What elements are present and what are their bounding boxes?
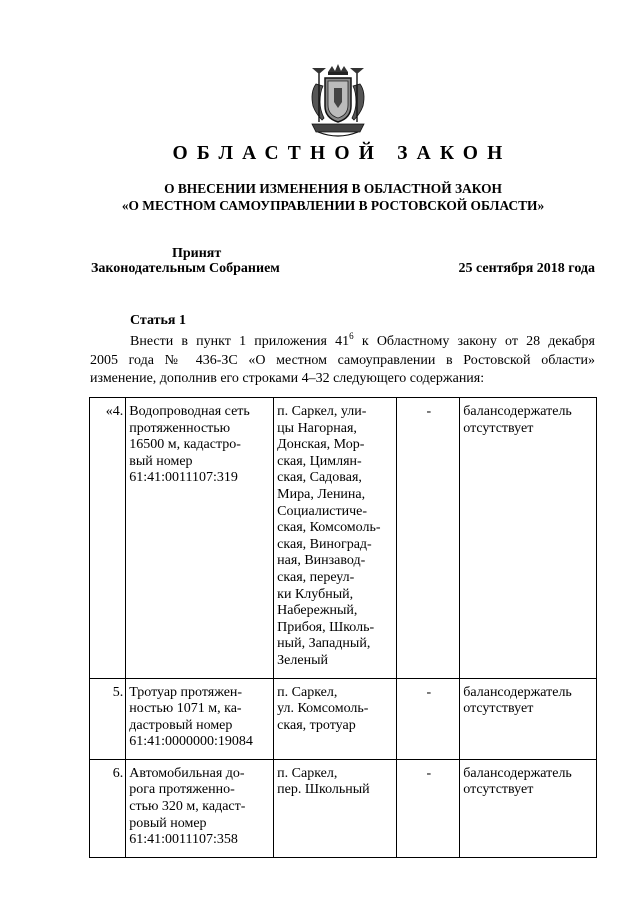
table-row (90, 759, 597, 857)
object-name-cell (126, 398, 274, 679)
object-name-cell-line: протяженностью (129, 420, 231, 436)
balance-holder-cell-line: балансодержатель (463, 684, 572, 700)
object-name-cell-line: дастровый номер (129, 717, 233, 733)
article-heading: Статья 1 (130, 313, 186, 328)
address-cell-line: Зеленый (277, 652, 328, 668)
object-name-cell-line: 61:41:0011107:319 (129, 470, 238, 486)
coat-of-arms-emblem (298, 62, 378, 142)
adoption-date: 25 сентября 2018 года (458, 261, 595, 276)
row-number-cell: 6. (90, 759, 126, 857)
address-cell-line: ская, переул- (277, 569, 355, 585)
address-cell-line: ская, тротуар (277, 717, 356, 733)
address-cell-line: Прибоя, Школь- (277, 619, 375, 635)
value-cell: - (397, 678, 460, 759)
property-table-body (90, 398, 597, 858)
law-title: ОБЛАСТНОЙ ЗАКОН (172, 143, 512, 164)
object-name-cell-line: стью 320 м, кадаст- (129, 799, 246, 815)
object-name-cell-line: вый номер (129, 453, 193, 469)
value-cell: - (397, 759, 460, 857)
balance-holder-cell-line: отсутствует (463, 782, 534, 798)
address-cell-line: п. Саркел, (277, 765, 338, 781)
address-cell-line: цы Нагорная, (277, 420, 357, 436)
balance-holder-cell-line: отсутствует (463, 420, 534, 436)
object-name-cell-line: 61:41:0000000:19084 (129, 734, 253, 750)
law-subtitle-line2: «О МЕСТНОМ САМОУПРАВЛЕНИИ В РОСТОВСКОЙ ОБЛАСТИ» (121, 198, 545, 213)
object-name-cell-line: Тротуар протяжен- (129, 684, 243, 700)
object-name-cell-line: Водопроводная сеть (129, 404, 250, 419)
address-cell-line: ки Клубный, (277, 586, 354, 602)
address-cell (274, 678, 397, 759)
object-name-cell-line: ностью 1071 м, ка- (129, 701, 242, 717)
object-name-cell-line: 16500 м, кадастро- (129, 437, 241, 453)
article-text-line2: 2005 года № 436-ЗС «О местном самоуправлении в Ростовской области» (90, 352, 595, 368)
property-table (89, 397, 597, 858)
article-text-line3: изменение, дополнив его строками 4–32 следующего содержания: (90, 371, 485, 386)
article-text-line1: Внести в пункт 1 приложения $41^6$ к Областному закону от 28 декабря (130, 331, 595, 349)
table-row (90, 678, 597, 759)
object-name-cell-line: Автомобильная до- (129, 765, 245, 781)
address-cell-line: пер. Школьный (277, 782, 370, 798)
object-name-cell (126, 678, 274, 759)
address-cell-line: ная, Винзавод- (277, 553, 366, 569)
balance-holder-cell-line: отсутствует (463, 701, 534, 717)
assembly-label: Законодательным Собранием (91, 261, 280, 276)
address-cell-line: Донская, Мор- (277, 437, 365, 453)
row-number-cell: «4. (90, 398, 126, 679)
address-cell-line: ская, Цимлян- (277, 453, 362, 469)
address-cell-line: ская, Комсомоль- (277, 520, 381, 536)
address-cell-line: Набережный, (277, 603, 358, 619)
balance-holder-cell (460, 398, 597, 679)
object-name-cell (126, 759, 274, 857)
object-name-cell-line: рога протяженно- (129, 782, 235, 798)
value-cell: - (397, 398, 460, 679)
address-cell (274, 759, 397, 857)
balance-holder-cell (460, 678, 597, 759)
address-cell-line: ская, Садовая, (277, 470, 362, 486)
table-row (90, 398, 597, 679)
balance-holder-cell-line: балансодержатель (463, 765, 572, 781)
address-cell-line: Социалистиче- (277, 503, 368, 519)
row-number-cell: 5. (90, 678, 126, 759)
address-cell-line: ская, Виноград- (277, 536, 372, 552)
adopted-label: Принят (172, 246, 222, 261)
object-name-cell-line: ровый номер (129, 815, 207, 831)
balance-holder-cell-line: балансодержатель (463, 404, 572, 419)
balance-holder-cell (460, 759, 597, 857)
address-cell (274, 398, 397, 679)
address-cell-line: Мира, Ленина, (277, 486, 366, 502)
object-name-cell-line: 61:41:0011107:358 (129, 832, 238, 848)
address-cell-line: п. Саркел, (277, 684, 338, 700)
address-cell-line: п. Саркел, ули- (277, 404, 367, 419)
law-subtitle-line1: О ВНЕСЕНИИ ИЗМЕНЕНИЯ В ОБЛАСТНОЙ ЗАКОН (164, 181, 502, 196)
address-cell-line: ный, Западный, (277, 636, 371, 652)
address-cell-line: ул. Комсомоль- (277, 701, 369, 717)
